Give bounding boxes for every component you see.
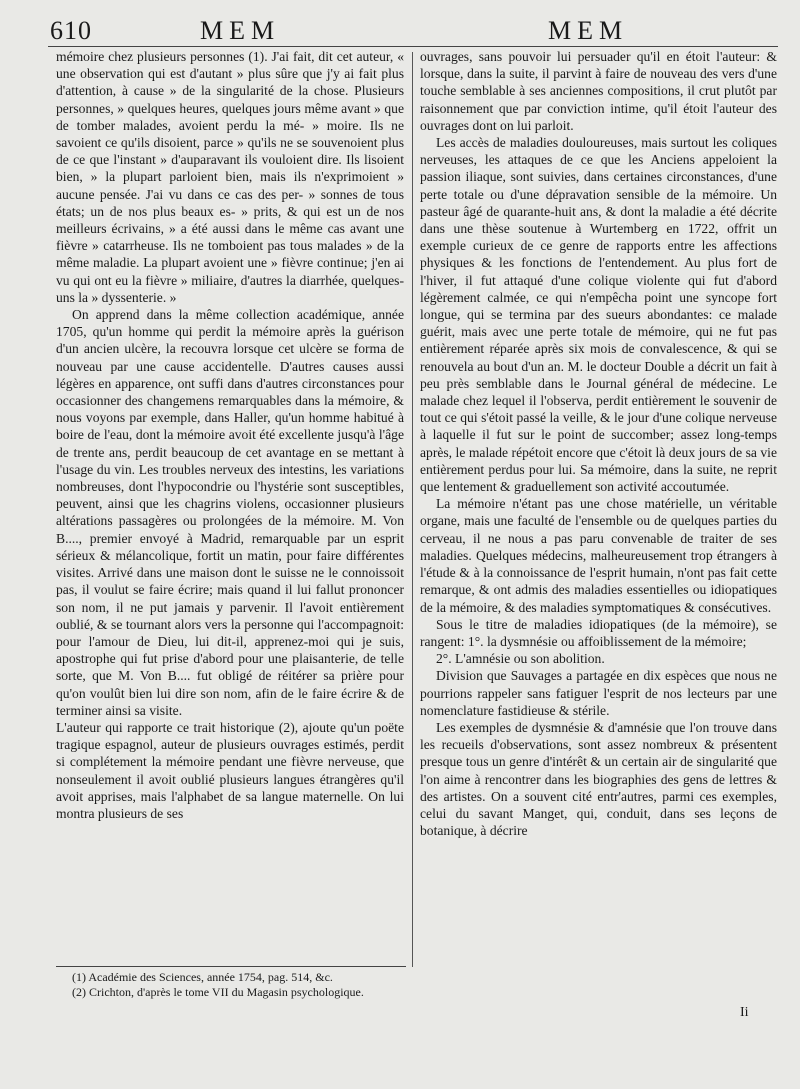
footnote: (1) Académie des Sciences, année 1754, pag. 514, &c. [72, 970, 333, 984]
right-column-paragraph: 2°. L'amnésie ou son abolition. [436, 651, 605, 667]
left-column-paragraph: L'auteur qui rapporte ce trait historique (2), ajoute qu'un poëte tragique espagnol, auteur de plusieurs ouvrages estimés, perdit si complétement la mémoire pendant une fièvre nerveuse, que nonseulement il avoit oublié plusieurs langues étrangères qu'il avoit apprises, mais l'alphabet de sa langue maternelle. On lui montra plusieurs de ses [56, 719, 404, 821]
signature-mark: Ii [740, 1005, 749, 1020]
header-rule [48, 46, 778, 47]
right-column-paragraph: ouvrages, sans pouvoir lui persuader qu'il en étoit l'auteur: & lorsque, dans la suite, il parvint à faire de nouveau des vers d'une touche semblable à ses anciennes compositions, il crut plutôt par raisonnement que par conviction intime, qu'il étoit l'auteur des ouvrages dont on lui parloit. [420, 49, 777, 133]
left-column [56, 48, 404, 822]
right-column-paragraph: Sous le titre de maladies idiopatiques (de la mémoire), se rangent: 1°. la dysmnésie ou affoiblissement de la mémoire; [420, 616, 777, 649]
right-column-paragraph: Les accès de maladies douloureuses, mais surtout les coliques nerveuses, les attaques de ce que les Anciens appeloient la passion iliaque, sont suivies, dans certaines circonstances, d'une perte totale ou d'une dépravation sensible de la mémoire. Un pasteur âgé de quarante-huit ans, & dont la maladie a été décrite dans une thèse soutenue à Wurtemberg en 1722, offrit un exemple curieux de ce genre de rapports entre les affections physiques & les fonctions de l'entendement. Au plus fort de l'hiver, il fut attaqué d'une colique violente qui fut d'abord légèrement calmée, ce qui n'empêcha point une syncope fort longue, qui se termina par des sueurs abondantes: ce malade guérit, mais avec une perte totale de mémoire, qui ne fut pas entièrement réparée après six mois de convalescence, & qui se renouvela au bout d'un an. M. le docteur Double a décrit un fait à peu près semblable dans le Journal général de médecine. Le malade chez lequel il l'observa, perdit entièrement le souvenir de tout ce qui s'étoit passé la veille, & le jour d'une colique nerveuse à laquelle il fut sur le point de succomber; assez long-temps après, le malade répétoit encore que c'étoit là deux jours de sa vie entièrement perdus pour lui. Sa mémoire, dans la suite, ne reprit que lentement & graduellement son activité accoutumée. [420, 135, 777, 495]
page-number: 610 [50, 16, 92, 45]
footnote: (2) Crichton, d'après le tome VII du Magasin psychologique. [72, 985, 364, 999]
footnotes [60, 970, 406, 1000]
left-column-paragraph: On apprend dans la même collection académique, année 1705, qu'un homme qui perdit la mémoire après la guérison d'un ancien ulcère, la recouvra lorsque cet ulcère se forma de nouveau par une cause accidentelle. D'autres causes aussi légères en apparence, ont suffi dans d'autres circonstances pour occasionner des changemens remarquables dans la mémoire, & nous voyons par exemple, dans Haller, qu'un homme habitué à boire de l'eau, dont la mémoire avoit été excellente jusqu'à l'âge de trente ans, perdit beaucoup de cet avantage en se mettant à l'usage du vin. Les troubles nerveux des intestins, les variations nombreuses, dont l'hypocondrie ou l'hystérie sont susceptibles, peuvent, ainsi que les chagrins violens, occasionner plusieurs altérations passagères ou prolongées de la mémoire. M. Von B...., premier envoyé à Madrid, remarquable par un esprit sérieux & mélancolique, fortit un matin, pour faire différentes visites. Arrivé dans une maison dont le suisse ne le connoissoit pas, il voulut se faire écrire; mais quand il lui fallut prononcer son nom, il ne put jamais y parvenir. Il l'avoit entièrement oublié, & se tournant alors vers la personne qui l'accompagnoit: pour l'amour de Dieu, lui dit-il, apprenez-moi qui je suis, apostrophe qui fut prise d'abord pour une plaisanterie, de telle sorte, que M. Von B.... fut obligé de réitérer sa prière pour qu'on voulût bien lui dire son nom, afin de le faire écrire & de terminer ainsi sa visite. [56, 307, 404, 718]
running-title-right: MEM [548, 16, 629, 45]
right-column-paragraph: La mémoire n'étant pas une chose matérielle, un véritable organe, mais une faculté de l'ensemble ou de quelques parties du cerveau, il ne nous a pas paru convenable de traiter de ses maladies. Quelques médecins, malheureusement trop étrangers à l'étude & à la connoissance de l'esprit humain, n'ont pas fait cette remarque, & ont admis des maladies essentielles ou idiopatiques de la mémoire, & des maladies symptomatiques & consécutives. [420, 496, 777, 615]
left-column-paragraph: mémoire chez plusieurs personnes (1). J'ai fait, dit cet auteur, « une observation qui est d'autant » plus sûre que j'y ai fait plus d'attention, à cause » de la singularité de la chose. Plusieurs personnes, » quelques heures, quelques jours même avant » que de tomber malades, avoient perdu la mé- » moire. Ils ne savoient ce qu'ils disoient, parce » qu'ils ne se souvenoient plus de ce que l'instant » d'auparavant ils vouloient dire. Ils lisoient bien, » la plupart parloient bien, mais ils n'exprimoient » aucune pensée. J'ai vu dans ce cas des per- » sonnes de tous états; un de nos plus beaux es- » prits, & qui est un de nos meilleurs écrivains, » a été aussi dans le même cas avant une fièvre » catarrheuse. Ils ne tomboient pas tous malades » de la même maladie. La plupart avoient une » fièvre continue; j'en ai vu qui ont eu la fièvre » miliaire, d'autres la diarrhée, quelques-uns la » dyssenterie. » [56, 49, 404, 305]
right-column-paragraph: Division que Sauvages a partagée en dix espèces que nous ne pourrions rappeler sans fatiguer l'esprit de nos lecteurs par une nomenclature fastidieuse & stérile. [420, 668, 777, 718]
running-title-left: MEM [200, 16, 281, 45]
column-divider [412, 52, 413, 967]
right-column-paragraph: Les exemples de dysmnésie & d'amnésie que l'on trouve dans les recueils d'observations, sont assez nombreux & présentent presque tous un genre d'intérêt & un certain air de singularité que l'on aime à rencontrer dans les biographies des gens de lettres & des artistes. On a souvent cité entr'autres, parmi ces exemples, celui du savant Manget, qui, conduit, dans ses leçons de botanique, à décrire [420, 719, 777, 839]
footnote-rule [56, 966, 406, 967]
right-column [420, 48, 777, 839]
